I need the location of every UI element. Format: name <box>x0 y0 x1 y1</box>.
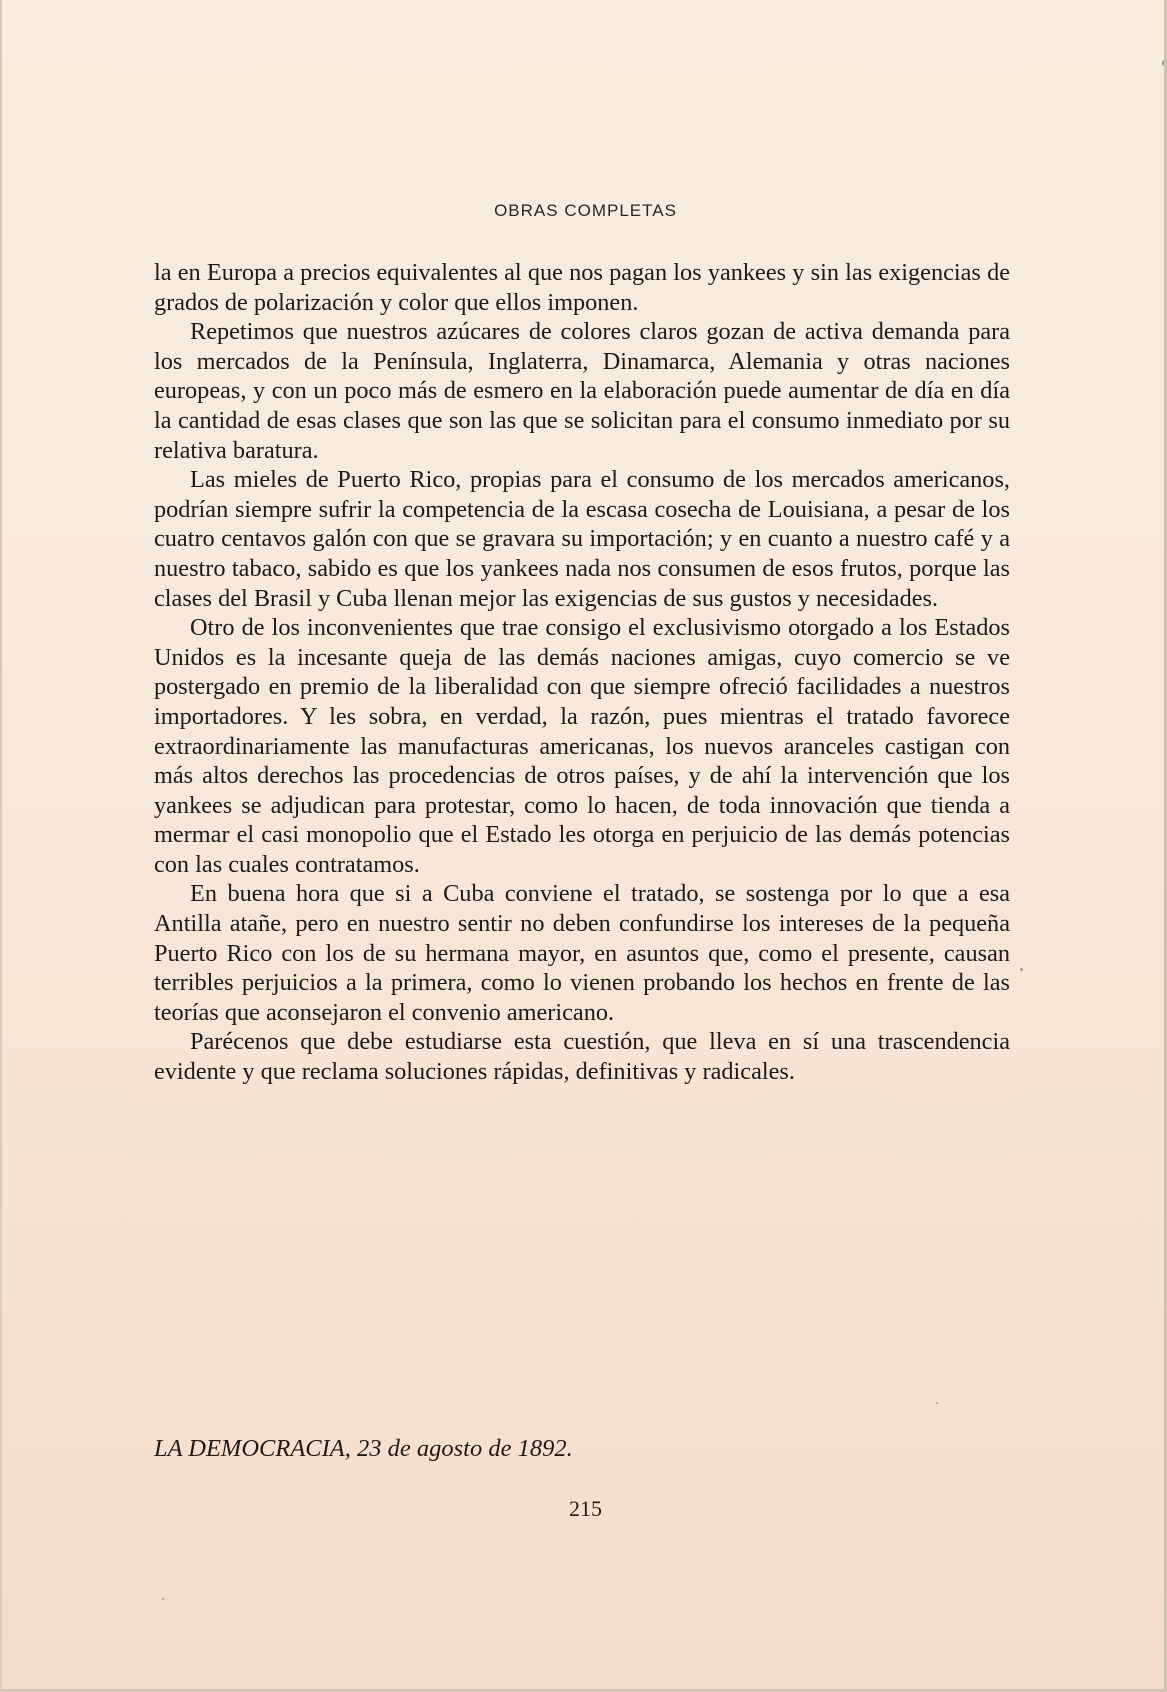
signature-line: LA DEMOCRACIA, 23 de agosto de 1892. <box>154 1435 573 1462</box>
paragraph-5: En buena hora que si a Cuba conviene el tratado, se sostenga por lo que a esa Antilla atañe, pero en nuestro sentir no deben confundirse los intereses de la pequeña Puerto Rico con los de su hermana mayor, en asuntos que, como el presente, causan terribles perjuicios a la primera, como lo vienen probando los hechos en frente de las teorías que aconsejaron el convenio americano. <box>154 880 1010 1026</box>
paragraph-1: la en Europa a precios equivalentes al que nos pagan los yankees y sin las exigencias de grados de polarización y color que ellos imponen. <box>154 259 1010 316</box>
paragraph-6: Parécenos que debe estudiarse esta cuestión, que lleva en sí una trascendencia evidente y que reclama soluciones rápidas, definitivas y radicales. <box>154 1028 1010 1086</box>
paragraph-3: Las mieles de Puerto Rico, propias para el consumo de los mercados americanos, podrían siempre sufrir la competencia de la escasa cosecha de Louisiana, a pesar de los cuatro centavos galón con que se gravara su importación; y en cuanto a nuestro café y a nuestro tabaco, sabido es que los yankees nada nos consumen de esos frutos, porque las clases del Brasil y Cuba llenan mejor las exigencias de sus gustos y necesidades. <box>154 466 1010 612</box>
page-number: 215 <box>569 1496 602 1521</box>
paper-speck <box>1020 968 1023 971</box>
paragraph-4: Otro de los inconvenientes que trae consigo el exclusivismo otorgado a los Estados Unidos es la incesante queja de las demás naciones amigas, cuyo comercio se ve postergado en premio de la liberalidad con que siempre ofreció facilidades a nuestros importadores. Y les sobra, en verdad, la razón, pues mientras el tratado favorece extraordinariamente las manufacturas americanas, los nuevos aranceles castigan con más altos derechos las procedencias de otros países, y de ahí la intervención que los yankees se adjudican para protestar, como lo hacen, de toda innovación que tienda a mermar el casi monopolio que el Estado les otorga en perjuicio de las demás potencias con las cuales contratamos. <box>154 614 1010 878</box>
body-text <box>154 258 1010 1087</box>
running-head: OBRAS COMPLETAS <box>494 201 677 220</box>
paper-speck <box>936 1402 938 1404</box>
paragraph-2: Repetimos que nuestros azúcares de colores claros gozan de activa demanda para los mercados de la Península, Inglaterra, Dinamarca, Alemania y otras naciones europeas, y con un poco más de esmero en la elaboración puede aumentar de día en día la cantidad de esas clases que son las que se solicitan para el consumo inmediato por su relativa baratura. <box>154 318 1010 464</box>
paper-speck <box>162 1598 164 1600</box>
paper-speck <box>1162 60 1164 66</box>
